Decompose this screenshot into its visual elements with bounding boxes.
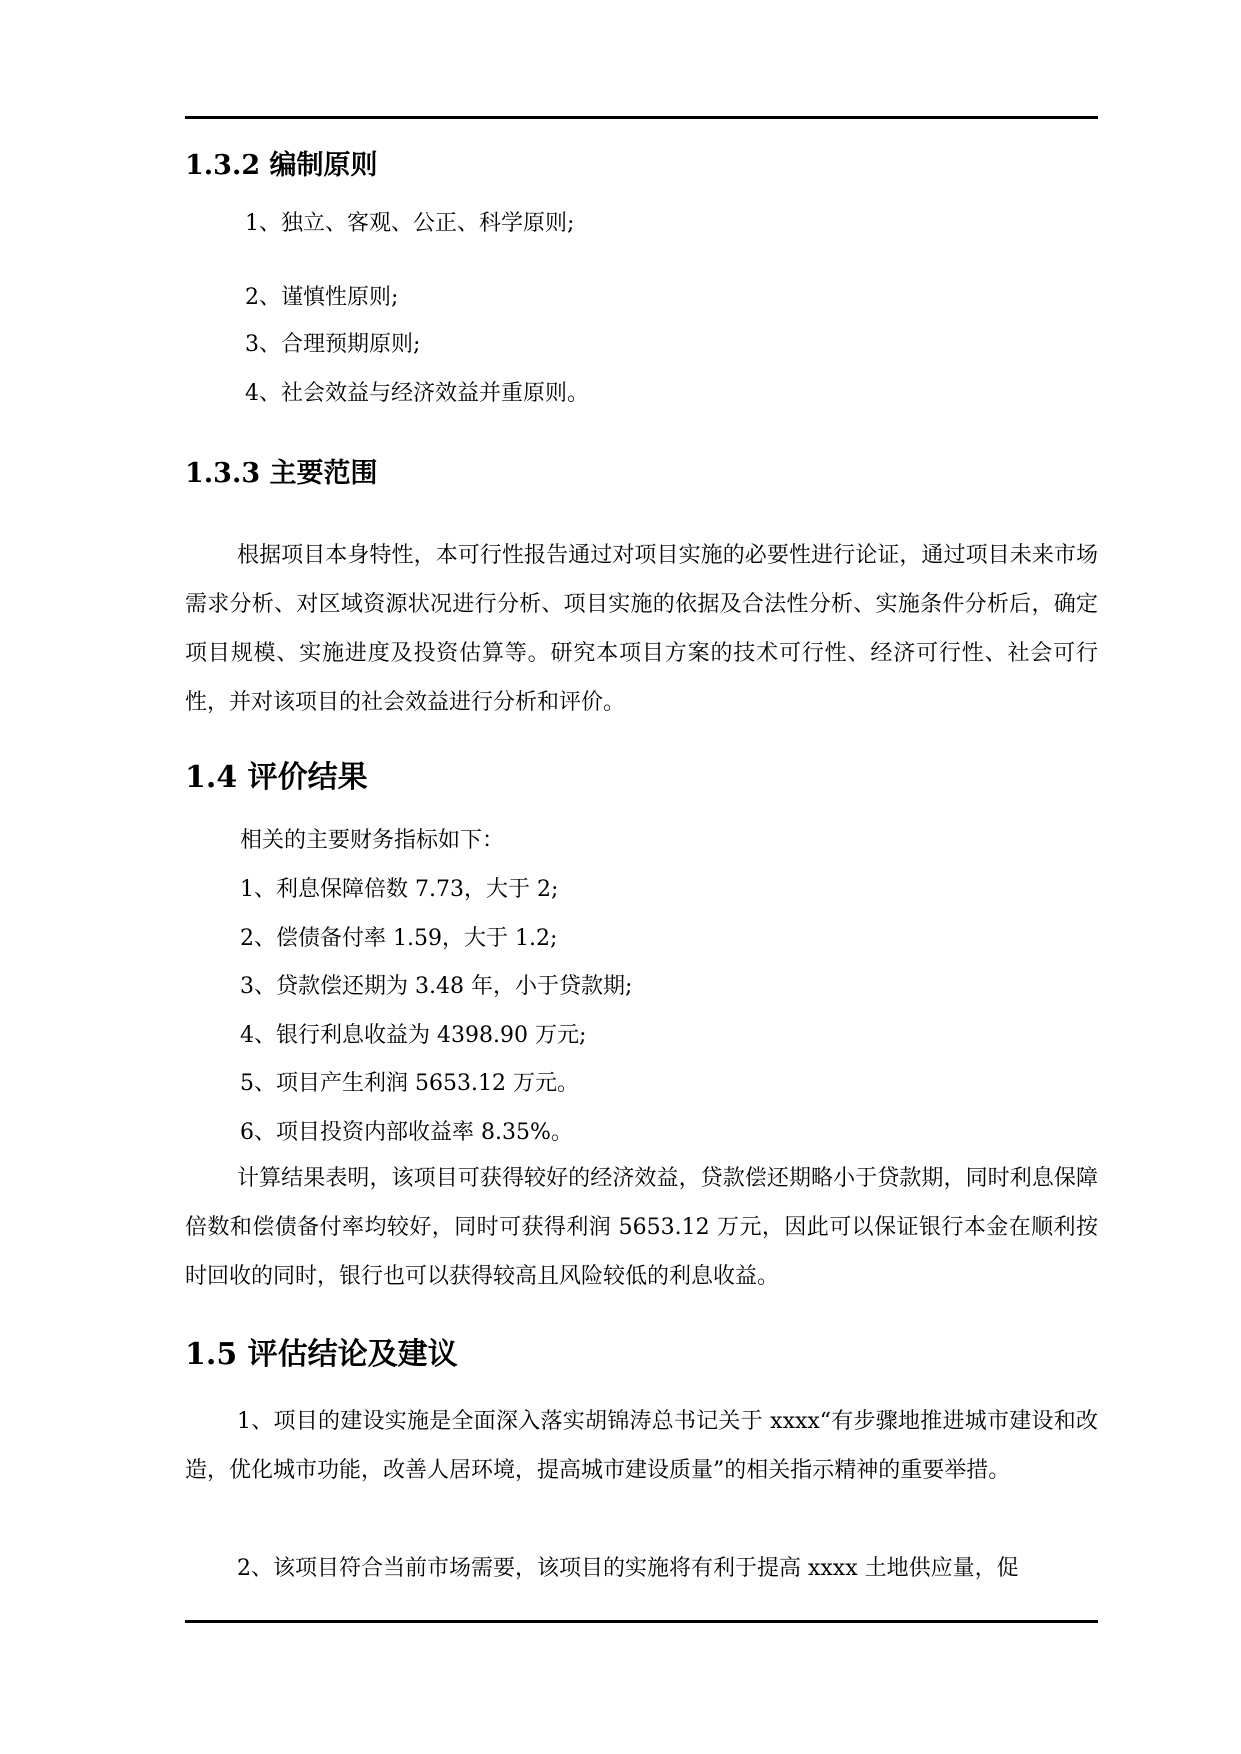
indicator-item: 3、贷款偿还期为 3.48 年，小于贷款期;	[240, 974, 633, 999]
heading-1-4: 1.4 评价结果	[185, 760, 368, 795]
heading-1-3-2: 1.3.2 编制原则	[185, 150, 378, 181]
principle-item: 1、独立、客观、公正、科学原则;	[245, 211, 575, 236]
indicator-item: 6、项目投资内部收益率 8.35%。	[240, 1120, 573, 1145]
heading-1-3-3: 1.3.3 主要范围	[185, 458, 378, 489]
principle-item: 2、谨慎性原则;	[245, 285, 399, 310]
scope-paragraph: 根据项目本身特性，本可行性报告通过对项目实施的必要性进行论证，通过项目未来市场需求分析、对区域资源状况进行分析、项目实施的依据及合法性分析、实施条件分析后，确定项目规模、实施进度及投资估算等。研究本项目方案的技术可行性、经济可行性、社会可行性，并对该项目的社会效益进行分析和评价。	[185, 543, 1098, 715]
principle-item: 3、合理预期原则;	[245, 332, 421, 357]
indicator-intro: 相关的主要财务指标如下：	[240, 828, 505, 853]
indicator-item: 5、项目产生利润 5653.12 万元。	[240, 1071, 579, 1096]
conclusion-paragraph: 2、该项目符合当前市场需要，该项目的实施将有利于提高 xxxx 土地供应量，促	[237, 1556, 1019, 1581]
indicator-item: 4、银行利息收益为 4398.90 万元;	[240, 1023, 587, 1048]
header-rule	[185, 116, 1098, 119]
footer-rule	[185, 1620, 1098, 1623]
principle-item: 4、社会效益与经济效益并重原则。	[245, 381, 589, 406]
indicator-item: 1、利息保障倍数 7.73，大于 2;	[240, 877, 559, 902]
conclusion-paragraph: 1、项目的建设实施是全面深入落实胡锦涛总书记关于 xxxx“有步骤地推进城市建设和改造，优化城市功能，改善人居环境，提高城市建设质量”的相关指示精神的重要举措。	[185, 1409, 1098, 1483]
indicator-item: 2、偿债备付率 1.59，大于 1.2;	[240, 926, 558, 951]
evaluation-conclusion: 计算结果表明，该项目可获得较好的经济效益，贷款偿还期略小于贷款期，同时利息保障倍数和偿债备付率均较好，同时可获得利润 5653.12 万元，因此可以保证银行本金在顺利按时回收的同时，银行也可以获得较高且风险较低的利息收益。	[185, 1166, 1098, 1289]
heading-1-5: 1.5 评估结论及建议	[185, 1337, 458, 1372]
